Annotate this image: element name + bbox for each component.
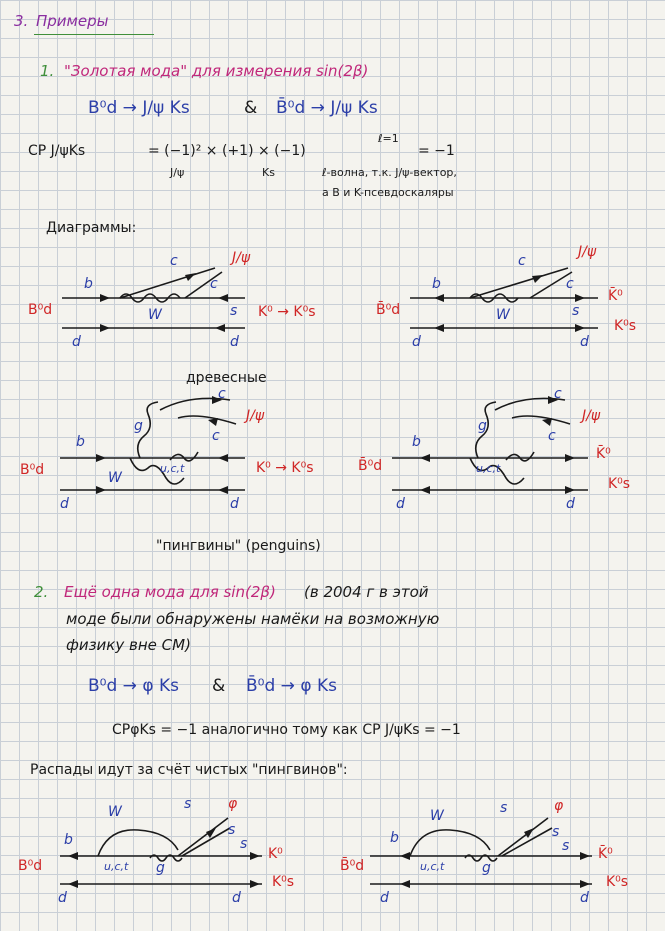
item2-amp: & [212, 676, 226, 696]
item2-cp-text: CPφKs = −1 аналогично тому как CP J/ψKs = −1 [112, 722, 461, 738]
peng-right-d: d [396, 496, 405, 512]
peng-left-d: d [60, 496, 69, 512]
tree-right-W: W [496, 307, 510, 323]
pure-right-phi: φ [554, 798, 564, 814]
item1-cp-result: = −1 [418, 143, 455, 159]
pure-right-s: s [500, 800, 508, 816]
tree-left-c2: c [210, 276, 218, 292]
pure-left-phi: φ [228, 796, 238, 812]
tree-left-d: d [72, 334, 81, 350]
pure-left-d: d [58, 890, 67, 906]
peng-left-uct: u,c,t [160, 462, 185, 475]
tree-left-c: c [170, 253, 178, 269]
peng-left-B0: B⁰d [20, 462, 45, 478]
item1-sub-jpsi: J/ψ [170, 166, 185, 179]
pure-left-g: g [156, 860, 165, 876]
section-number: 3. [14, 12, 29, 30]
item1-amp: & [244, 98, 258, 118]
item1-decay-right: B̄⁰d → J/ψ Ks [276, 98, 378, 118]
tree-left-b: b [84, 276, 93, 292]
pure-left-b: b [64, 832, 73, 848]
pure-left-Ks: K⁰s [272, 874, 295, 890]
peng-right-c: c [554, 386, 562, 402]
peng-right-K0bar: K̄⁰ [596, 446, 611, 462]
pure-right-g: g [482, 860, 491, 876]
tree-left-K-to-Ks: K⁰ → K⁰s [258, 304, 316, 320]
item2-line3: физику вне СМ) [66, 636, 191, 654]
peng-left-b: b [76, 434, 85, 450]
item1-title: "Золотая мода" для измерения sin(2β) [64, 62, 369, 80]
tree-left-B0: B⁰d [28, 302, 53, 318]
pure-right-b: b [390, 830, 399, 846]
pure-left-s3: s [240, 836, 248, 852]
item1-decay-left: B⁰d → J/ψ Ks [88, 98, 190, 118]
tree-right-Ks: K⁰s [614, 318, 637, 334]
item2-decay-right: B̄⁰d → φ Ks [246, 676, 337, 696]
peng-right-jpsi: J/ψ [582, 408, 601, 424]
pure-right-s3: s [562, 838, 570, 854]
tree-left-s: s [230, 303, 238, 319]
peng-left-g: g [134, 418, 143, 434]
item2-decays-text: Распады идут за счёт чистых "пингвинов": [30, 762, 348, 778]
diagrams-label: Диаграммы: [46, 220, 137, 236]
pure-right-Ks: K⁰s [606, 874, 629, 890]
item1-cp-label: CP J/ψKs [28, 143, 86, 159]
peng-right-Ks: K⁰s [608, 476, 631, 492]
tree-left-W: W [148, 307, 162, 323]
penguin-label: "пингвины" (penguins) [156, 538, 321, 554]
tree-right-c2: c [566, 276, 574, 292]
pure-left-B0: B⁰d [18, 858, 43, 874]
tree-right-c: c [518, 253, 526, 269]
peng-right-B0bar: B̄⁰d [358, 458, 383, 474]
pure-right-d2: d [580, 890, 589, 906]
tree-left-jpsi: J/ψ [232, 250, 251, 266]
peng-right-c2: c [548, 428, 556, 444]
peng-right-d2: d [566, 496, 575, 512]
peng-left-K-to-Ks: K⁰ → K⁰s [256, 460, 314, 476]
peng-left-jpsi: J/ψ [246, 408, 265, 424]
item2-title-rest: (в 2004 г в этой [304, 583, 429, 601]
item1-sub-ks: Ks [262, 166, 275, 179]
tree-right-d2: d [580, 334, 589, 350]
pure-left-s2: s [228, 822, 236, 838]
tree-right-d: d [412, 334, 421, 350]
item2-decay-left: B⁰d → φ Ks [88, 676, 179, 696]
tree-left-d2: d [230, 334, 239, 350]
item1-cp-eq: = (−1)² × (+1) × (−1) [148, 143, 306, 159]
tree-right-B0bar: B̄⁰d [376, 302, 401, 318]
peng-right-uct: u,c,t [476, 462, 501, 475]
pure-right-W: W [430, 808, 444, 824]
section-title: Примеры [36, 12, 109, 30]
peng-right-g: g [478, 418, 487, 434]
pure-right-s2: s [552, 824, 560, 840]
item1-cp-exp: ℓ=1 [378, 132, 399, 145]
item2-line2: моде были обнаружены намёки на возможную [66, 610, 440, 628]
tree-right-b: b [432, 276, 441, 292]
tree-right-jpsi: J/ψ [578, 244, 597, 260]
pure-left-uct: u,c,t [104, 860, 129, 873]
pure-right-d: d [380, 890, 389, 906]
pure-left-K0: K⁰ [268, 846, 283, 862]
peng-left-c: c [218, 386, 226, 402]
tree-right-s: s [572, 303, 580, 319]
item1-number: 1. [40, 62, 55, 80]
item2-number: 2. [34, 583, 49, 601]
pure-left-W: W [108, 804, 122, 820]
peng-left-d2: d [230, 496, 239, 512]
item1-note2: а B и K-псевдоскаляры [322, 186, 454, 199]
pure-left-d2: d [232, 890, 241, 906]
pure-right-K0bar: K̄⁰ [598, 846, 613, 862]
peng-left-W: W [108, 470, 122, 486]
tree-right-K0bar: K̄⁰ [608, 288, 623, 304]
item2-title: Ещё одна мода для sin(2β) [64, 583, 276, 601]
pure-right-B0bar: B̄⁰d [340, 858, 365, 874]
pure-left-s: s [184, 796, 192, 812]
item1-note1: ℓ-волна, т.к. J/ψ-вектор, [322, 166, 457, 179]
tree-label: древесные [186, 370, 267, 386]
pure-right-uct: u,c,t [420, 860, 445, 873]
peng-left-c2: c [212, 428, 220, 444]
peng-right-b: b [412, 434, 421, 450]
